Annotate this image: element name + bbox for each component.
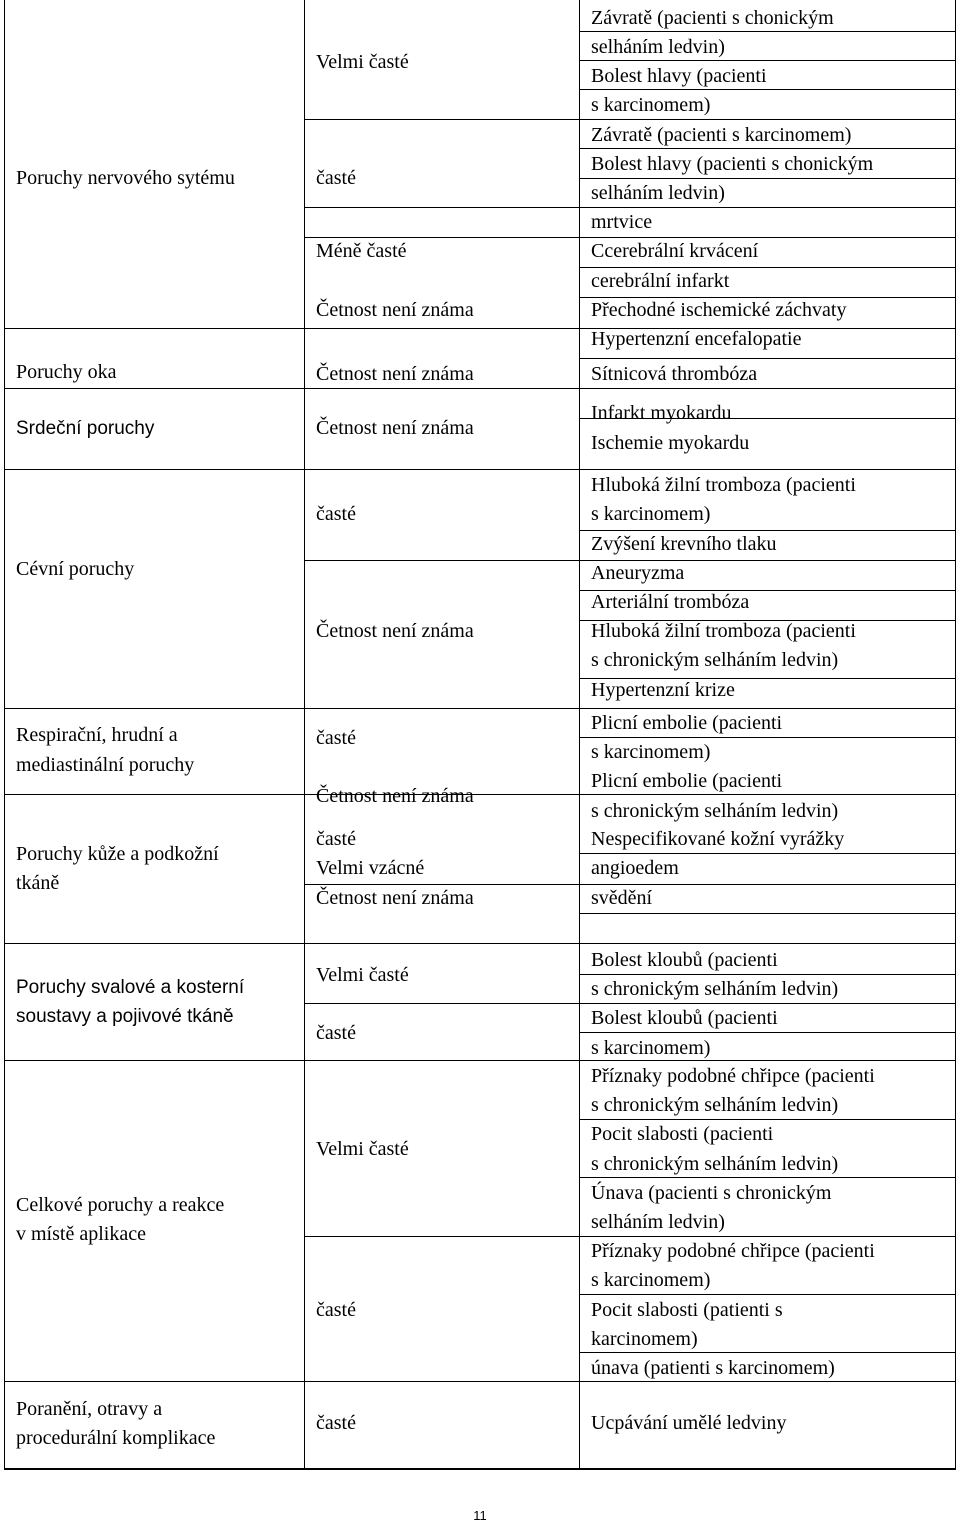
effect-text: cerebrální infarkt [591, 269, 730, 292]
effect-text: selháním ledvin) [591, 36, 725, 58]
frequency-text: Četnost není známa [316, 416, 474, 439]
effect-text: Pocit slabosti (patienti s [591, 1298, 783, 1321]
effect-text: Příznaky podobné chřipce (pacienti [591, 1065, 875, 1087]
organ-class-text: Poruchy kůže a podkožní [16, 842, 219, 865]
frequency-text: Četnost není známa [316, 620, 474, 643]
frequency-text: časté [316, 726, 356, 749]
frequency-text: časté [316, 828, 356, 851]
frequency-text: Velmi časté [316, 1138, 409, 1160]
effect-text: s chronickým selháním ledvin) [591, 649, 839, 672]
row-rule [579, 358, 956, 359]
effect-text: Bolest kloubů (pacienti [591, 1007, 778, 1030]
organ-class-text: Poruchy svalové a kosterní [16, 976, 245, 998]
organ-class-text: Poruchy oka [16, 361, 117, 384]
row-rule [4, 469, 956, 470]
row-rule [4, 943, 956, 944]
effect-text: selháním ledvin) [591, 182, 725, 204]
effect-text: únava (patienti s karcinomem) [591, 1357, 835, 1379]
effect-text: Hypertenzní krize [591, 678, 735, 701]
effect-text: Zvýšení krevního tlaku [591, 532, 777, 555]
organ-class-text: v místě aplikace [16, 1223, 146, 1245]
frequency-text: Četnost není známa [316, 298, 474, 321]
row-rule [4, 328, 956, 329]
effect-text: s karcinomem) [591, 1269, 711, 1292]
organ-class-text: soustavy a pojivové tkáně [16, 1006, 234, 1027]
effect-text: Bolest hlavy (pacienti [591, 65, 767, 88]
organ-class-text: Srdeční poruchy [16, 417, 155, 439]
effect-text: s chronickým selháním ledvin) [591, 1094, 839, 1117]
effect-text: Únava (pacienti s chronickým [591, 1181, 832, 1204]
frequency-text: Četnost není známa [316, 363, 474, 385]
frequency-text: časté [316, 1022, 356, 1044]
effect-text: s karcinomem) [591, 503, 711, 526]
row-rule [579, 913, 956, 914]
row-rule [4, 794, 956, 795]
effect-text: s karcinomem) [591, 94, 711, 117]
organ-class-text: Cévní poruchy [16, 558, 135, 581]
effect-text: s chronickým selháním ledvin) [591, 1152, 839, 1175]
effect-text: s karcinomem) [591, 741, 711, 764]
effect-text: s chronickým selháním ledvin) [591, 978, 839, 1001]
row-rule [4, 388, 956, 389]
effect-text: Hypertenzní encefalopatie [591, 328, 802, 350]
effect-text: s karcinomem) [591, 1036, 711, 1059]
effect-text: Hluboká žilní tromboza (pacienti [591, 620, 856, 643]
effect-text: Závratě (pacienti s karcinomem) [591, 123, 852, 146]
effect-text: Závratě (pacienti s chonickým [591, 6, 834, 29]
frequency-text: Velmi časté [316, 963, 409, 986]
effect-text: Aneuryzma [591, 561, 685, 584]
organ-class-text: Respirační, hrudní a [16, 724, 178, 747]
effect-text: Ischemie myokardu [591, 431, 750, 454]
organ-class-text: mediastinální poruchy [16, 753, 195, 776]
column-divider-1 [304, 0, 305, 1470]
column-divider-2 [579, 0, 580, 1470]
row-rule [4, 1060, 956, 1061]
frequency-text: časté [316, 167, 356, 190]
effect-text: selháním ledvin) [591, 1211, 725, 1233]
effect-text: Arteriální trombóza [591, 591, 750, 613]
page-number: 11 [473, 1508, 487, 1523]
effect-text: Hluboká žilní tromboza (pacienti [591, 474, 856, 497]
effect-text: svědění [591, 886, 653, 909]
row-rule [4, 1468, 956, 1469]
frequency-text: časté [316, 503, 356, 526]
effect-text: Nespecifikované kožní vyrážky [591, 828, 845, 851]
effect-text: Plicní embolie (pacienti [591, 770, 783, 793]
effect-text: Plicní embolie (pacienti [591, 712, 783, 734]
effect-text: Příznaky podobné chřipce (pacienti [591, 1240, 875, 1263]
organ-class-text: Celkové poruchy a reakce [16, 1193, 225, 1216]
row-rule [4, 708, 956, 709]
effect-text: mrtvice [591, 211, 653, 234]
effect-text: Sítnicová thrombóza [591, 363, 758, 385]
effect-text: karcinomem) [591, 1327, 698, 1350]
organ-class-text: tkáně [16, 872, 60, 894]
frequency-text: Velmi časté [316, 50, 409, 73]
effect-text: s chronickým selháním ledvin) [591, 799, 839, 822]
frequency-text: Četnost není známa [316, 886, 474, 909]
frequency-text: časté [316, 1412, 356, 1435]
organ-class-text: procedurální komplikace [16, 1427, 216, 1449]
frequency-text: Méně časté [316, 240, 407, 263]
frequency-text: časté [316, 1298, 356, 1321]
effect-text: Bolest kloubů (pacienti [591, 949, 778, 971]
effect-text: Ccerebrální krvácení [591, 240, 759, 263]
frequency-text: Četnost není známa [316, 785, 474, 807]
effect-text: Pocit slabosti (pacienti [591, 1123, 774, 1146]
organ-class-text: Poruchy nervového sytému [16, 167, 235, 190]
organ-class-text: Poranění, otravy a [16, 1397, 163, 1420]
effect-text: Ucpávání umělé ledviny [591, 1412, 787, 1435]
effect-text: Přechodné ischemické záchvaty [591, 298, 847, 321]
effect-text: angioedem [591, 857, 679, 880]
effect-text: Infarkt myokardu [591, 402, 732, 425]
effect-text: Bolest hlavy (pacienti s chonickým [591, 152, 874, 175]
frequency-text: Velmi vzácné [316, 857, 425, 880]
